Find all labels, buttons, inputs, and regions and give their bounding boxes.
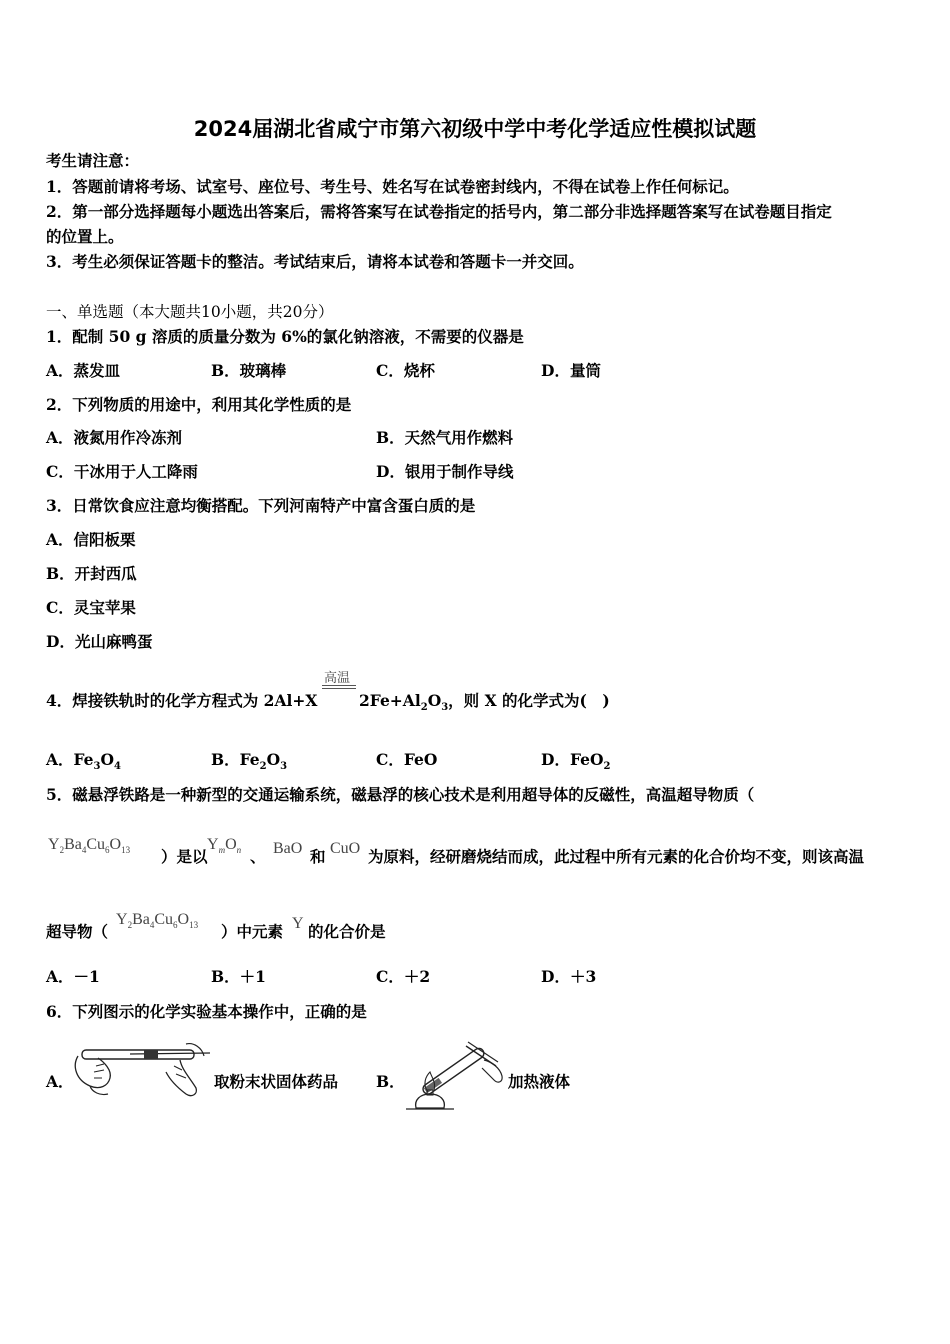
q4-ask: ，则 X 的化学式为( ) xyxy=(448,691,610,710)
powder-transfer-illustration xyxy=(70,1036,212,1098)
notice-item: 2．第一部分选择题每小题选出答案后，需将答案写在试卷指定的括号内，第二部分非选择题答案写在试卷题目指定 xyxy=(46,202,832,221)
q4-option-d[interactable] xyxy=(541,750,610,777)
equals-line xyxy=(322,688,356,689)
f-el: Ba xyxy=(64,836,82,853)
opt-text: A．Fe xyxy=(46,750,94,769)
q1-option-d[interactable]: D．量筒 xyxy=(541,361,601,380)
f-sub: 2 xyxy=(127,920,133,931)
q5-text: 为原料，经研磨烧结而成，此过程中所有元素的化合价均不变，则该高温 xyxy=(368,847,865,866)
question-6-stem: 6．下列图示的化学实验基本操作中，正确的是 xyxy=(46,1002,367,1021)
q5-text: ）中元素 xyxy=(221,922,284,941)
q6-option-a-label[interactable]: A． xyxy=(46,1072,74,1091)
f-sub: 6 xyxy=(105,845,110,856)
q4-option-c[interactable] xyxy=(376,750,437,770)
heating-liquid-illustration xyxy=(404,1032,508,1112)
f-el: Y xyxy=(116,911,128,928)
notice-item: 3．考生必须保证答题卡的整洁。考试结束后，请将本试卷和答题卡一并交回。 xyxy=(46,252,584,271)
q5-option-b[interactable]: B．＋1 xyxy=(211,967,266,986)
q3-option-a[interactable]: A．信阳板栗 xyxy=(46,530,136,549)
q4-stem-part: 4．焊接铁轨时的化学方程式为 2Al+X xyxy=(46,691,318,710)
q5-text: 的化合价是 xyxy=(308,922,386,941)
q4-option-b[interactable] xyxy=(211,750,287,777)
q6-option-b-label[interactable]: B． xyxy=(376,1072,405,1091)
q3-option-b[interactable]: B．开封西瓜 xyxy=(46,564,137,583)
page-title: 2024届湖北省咸宁市第六初级中学中考化学适应性模拟试题 xyxy=(193,117,757,141)
f-el: Cu xyxy=(86,836,106,853)
f-el: O xyxy=(109,836,122,853)
f-el: Cu xyxy=(154,911,174,928)
q1-option-c[interactable]: C．烧杯 xyxy=(376,361,435,380)
f-sub: 4 xyxy=(149,920,155,931)
q2-option-a[interactable]: A．液氮用作冷冻剂 xyxy=(46,428,183,447)
formula-bao: BaO xyxy=(273,840,303,857)
f-sub: 13 xyxy=(189,920,199,931)
q5-option-c[interactable]: C．＋2 xyxy=(376,967,431,986)
opt-text: B．Fe xyxy=(211,750,260,769)
q5-option-d[interactable]: D．＋3 xyxy=(541,967,597,986)
q3-option-d[interactable]: D．光山麻鸭蛋 xyxy=(46,632,153,651)
f-sub: 4 xyxy=(81,845,87,856)
q4-option-a[interactable] xyxy=(46,750,121,777)
opt-sub: 2 xyxy=(603,761,611,773)
q4-product: O xyxy=(427,691,442,710)
formula-y2ba4cu6o13 xyxy=(116,911,198,930)
f-sub: n xyxy=(236,845,242,856)
f-el: O xyxy=(177,911,190,928)
q5-option-a[interactable]: A．－1 xyxy=(46,967,100,986)
q6-option-a-text: 取粉末状固体药品 xyxy=(214,1072,339,1091)
f-sub: 2 xyxy=(59,845,65,856)
formula-cuo: CuO xyxy=(330,840,361,857)
q4-product: 2Fe+Al xyxy=(359,691,421,710)
formula-ymon xyxy=(207,836,241,855)
q2-option-d[interactable]: D．银用于制作导线 xyxy=(376,462,514,481)
q5-text: 超导物（ xyxy=(46,922,109,941)
f-sub: 13 xyxy=(121,845,131,856)
f-sub: 6 xyxy=(173,920,178,931)
opt-text: C．FeO xyxy=(376,750,438,769)
f-el: Y xyxy=(207,836,219,853)
notice-item: 的位置上。 xyxy=(46,227,124,246)
q5-text: 和 xyxy=(310,847,326,866)
q1-option-b[interactable]: B．玻璃棒 xyxy=(211,361,287,380)
reaction-condition: 高温 xyxy=(324,671,351,686)
q2-option-c[interactable]: C．干冰用于人工降雨 xyxy=(46,462,198,481)
opt-sub: 2 xyxy=(259,761,267,773)
opt-text: O xyxy=(266,750,281,769)
q1-option-a[interactable]: A．蒸发皿 xyxy=(46,361,121,380)
f-el: O xyxy=(225,836,237,853)
q2-option-b[interactable]: B．天然气用作燃料 xyxy=(376,428,514,447)
question-2-stem: 2．下列物质的用途中，利用其化学性质的是 xyxy=(46,395,352,414)
section-heading: 一、单选题（本大题共10小题，共20分） xyxy=(46,303,334,321)
q3-option-c[interactable]: C．灵宝苹果 xyxy=(46,598,136,617)
formula-y: Y xyxy=(292,915,304,932)
notice-item: 1．答题前请将考场、试室号、座位号、考生号、姓名写在试卷密封线内，不得在试卷上作任何标记。 xyxy=(46,177,739,196)
question-3-stem: 3．日常饮食应注意均衡搭配。下列河南特产中富含蛋白质的是 xyxy=(46,496,476,515)
q5-text: ）是以 xyxy=(161,847,208,866)
q5-text: 、 xyxy=(250,847,266,866)
f-el: Ba xyxy=(132,911,150,928)
opt-sub: 4 xyxy=(114,761,121,773)
question-4-stem xyxy=(46,691,317,711)
f-el: Y xyxy=(48,836,60,853)
opt-sub: 3 xyxy=(93,761,101,773)
q4-stem-tail xyxy=(359,691,610,718)
f-sub: m xyxy=(218,845,226,856)
opt-sub: 3 xyxy=(280,761,288,773)
q4-sub: 3 xyxy=(441,702,449,714)
notice-heading: 考生请注意： xyxy=(46,151,140,170)
equals-line xyxy=(322,685,356,686)
q4-sub: 2 xyxy=(420,702,428,714)
q6-option-b-text: 加热液体 xyxy=(508,1072,571,1091)
opt-text: D．FeO xyxy=(541,750,604,769)
formula-y2ba4cu6o13 xyxy=(48,836,130,855)
opt-text: O xyxy=(100,750,115,769)
question-1-stem: 1．配制 50 g 溶质的质量分数为 6%的氯化钠溶液，不需要的仪器是 xyxy=(46,327,524,346)
question-5-stem: 5．磁悬浮铁路是一种新型的交通运输系统，磁悬浮的核心技术是利用超导体的反磁性，高温超导物质（ xyxy=(46,785,755,804)
